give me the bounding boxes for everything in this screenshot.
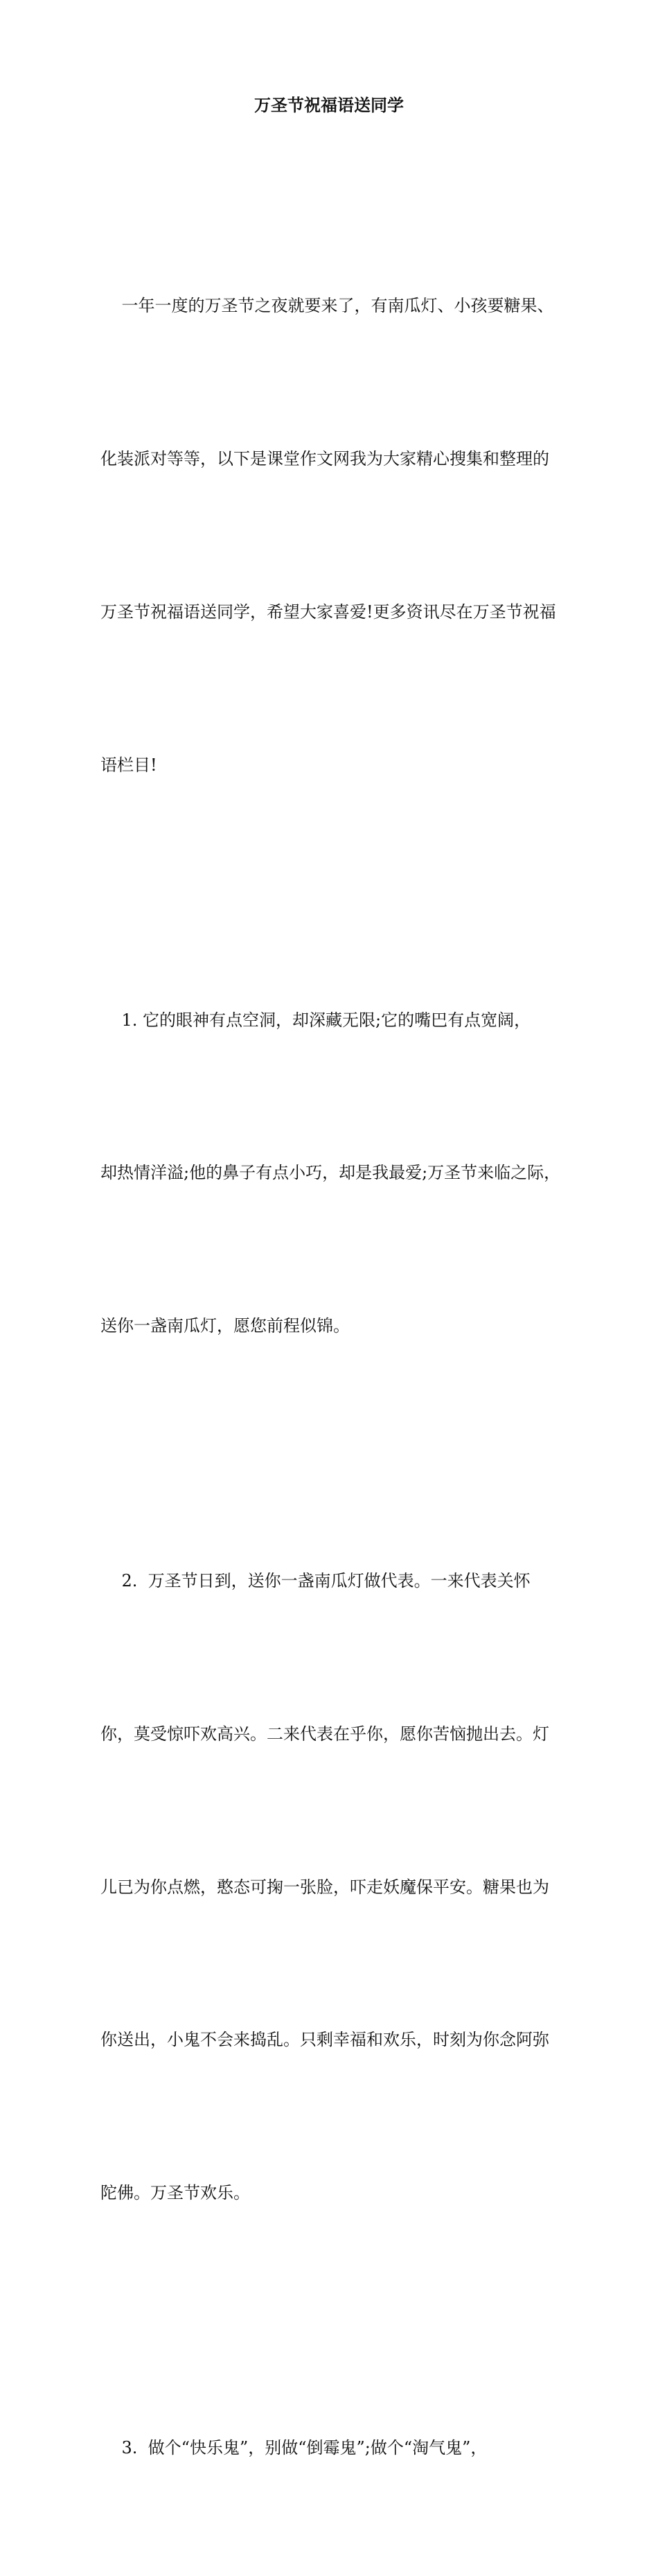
text-line: 陀佛。万圣节欢乐。 bbox=[100, 2183, 250, 2203]
intro-paragraph bbox=[100, 179, 571, 893]
text-line: 化装派对等等，以下是课堂作文网我为大家精心搜集和整理的 bbox=[100, 448, 549, 468]
text-line: 你，莫受惊吓欢高兴。二来代表在乎你，愿你苦恼抛出去。灯 bbox=[100, 1724, 549, 1744]
wish-item-3 bbox=[100, 2321, 571, 2576]
text-line: 却热情洋溢;他的鼻子有点小巧，却是我最爱;万圣节来临之际， bbox=[100, 1163, 561, 1183]
text-line: 3. 做个“快乐鬼”，别做“倒霉鬼”;做个“淘气鬼”， bbox=[100, 2438, 488, 2458]
text-line: 儿已为你点燃，憨态可掬一张脸，吓走妖魔保平安。糖果也为 bbox=[100, 1877, 549, 1897]
text-line: 一年一度的万圣节之夜就要来了，有南瓜灯、小孩要糖果、 bbox=[100, 296, 554, 316]
text-line: 2. 万圣节日到，送你一盏南瓜灯做代表。一来代表关怀 bbox=[100, 1571, 531, 1591]
text-line: 语栏目! bbox=[100, 755, 157, 775]
wish-item-2 bbox=[100, 1454, 571, 2321]
document-body bbox=[100, 179, 571, 2576]
text-line: 万圣节祝福语送同学，希望大家喜爱!更多资讯尽在万圣节祝福 bbox=[100, 602, 556, 622]
document-title: 万圣节祝福语送同学 bbox=[254, 95, 404, 115]
text-line: 1. 它的眼神有点空洞，却深藏无限;它的嘴巴有点宽阔， bbox=[100, 1010, 531, 1030]
wish-item-1 bbox=[100, 893, 571, 1454]
text-line: 你送出，小鬼不会来捣乱。只剩幸福和欢乐，时刻为你念阿弥 bbox=[100, 2030, 549, 2050]
text-line: 送你一盏南瓜灯，愿您前程似锦。 bbox=[100, 1316, 350, 1336]
